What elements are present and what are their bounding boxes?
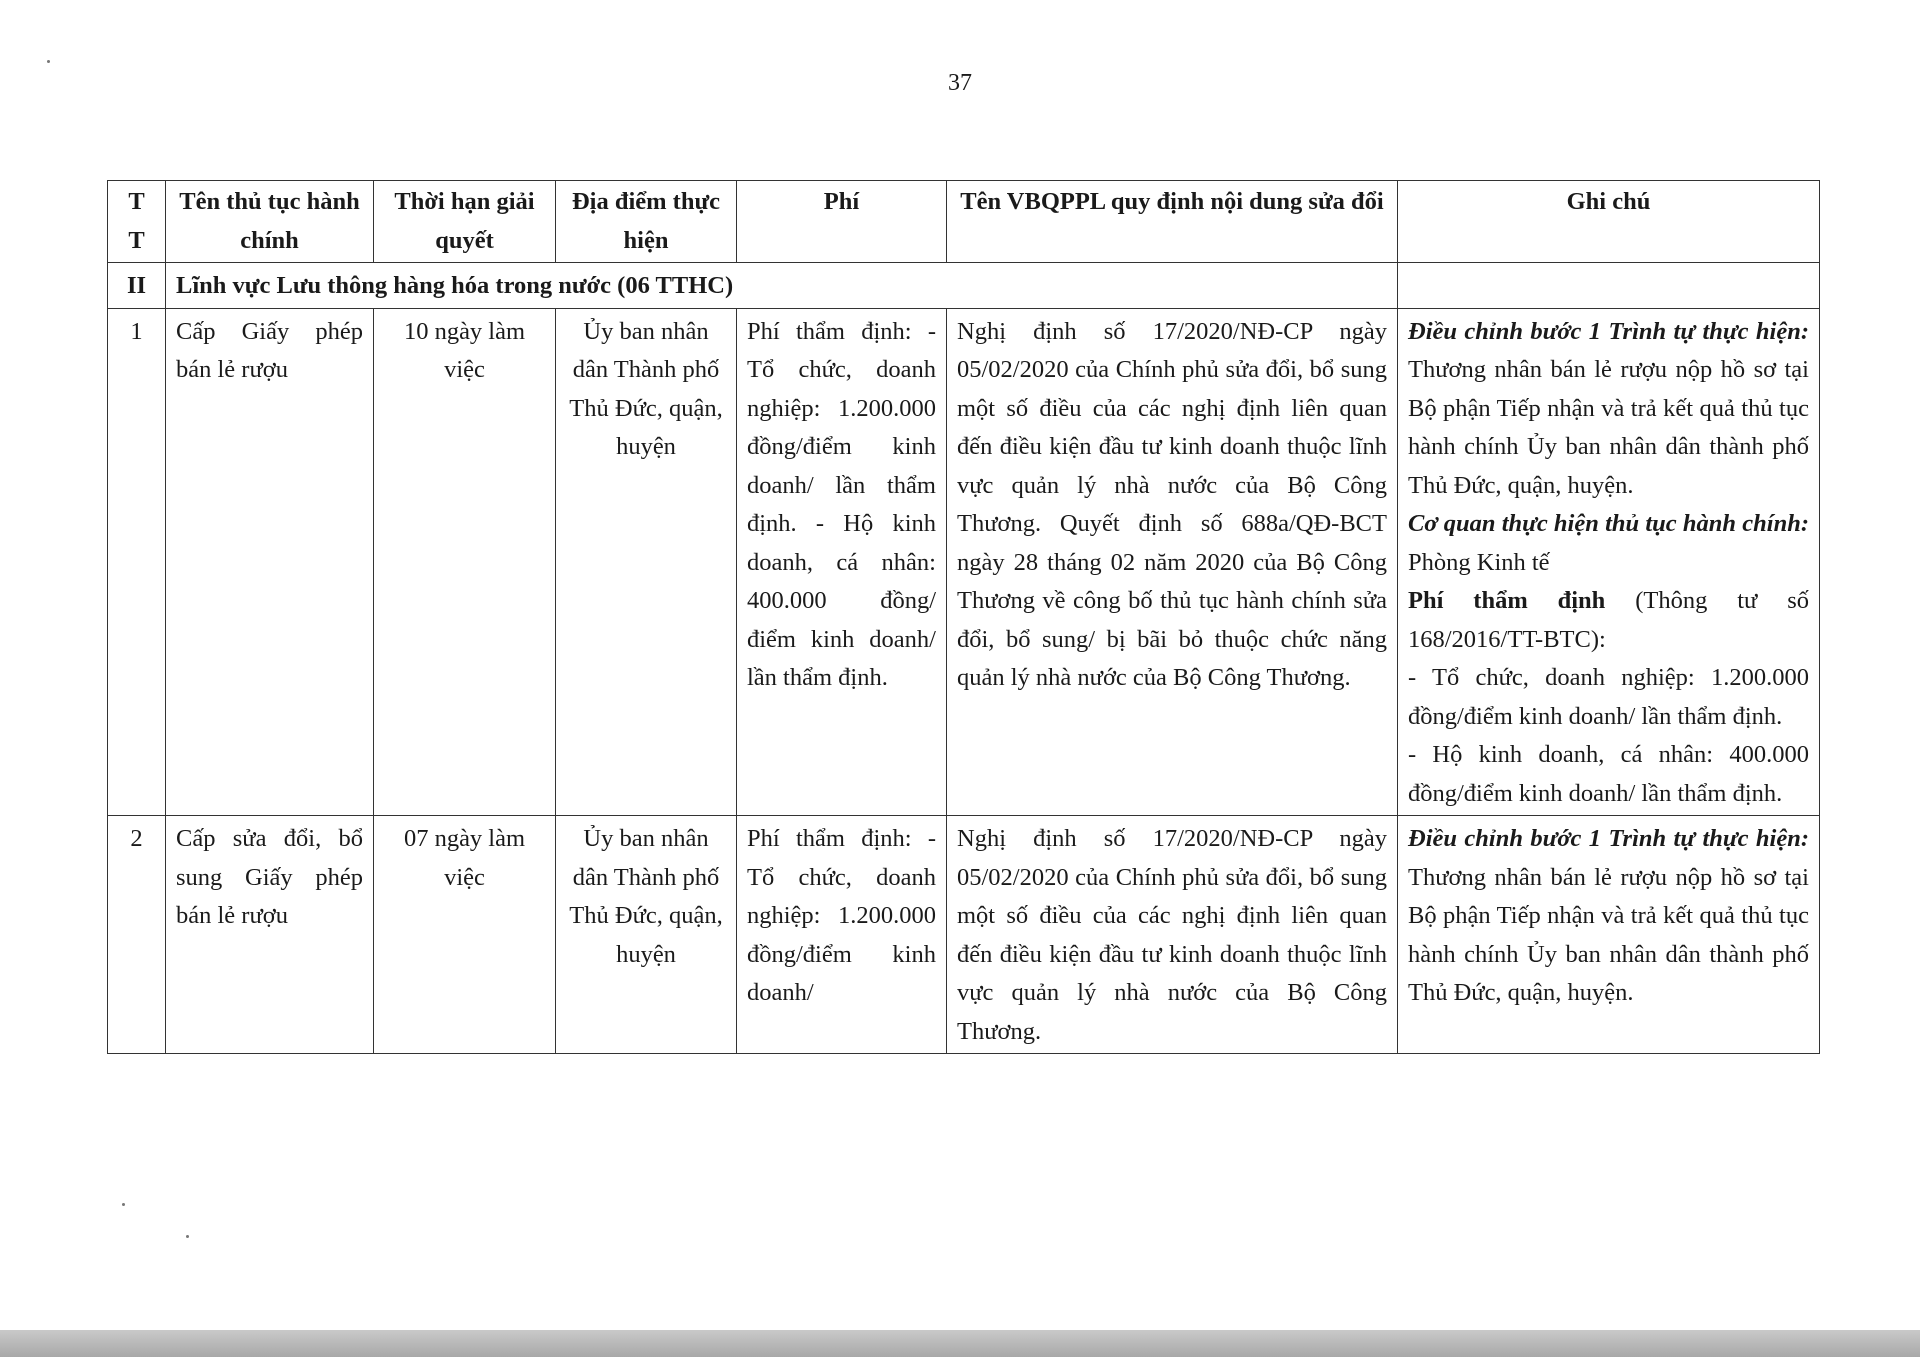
row-phi: Phí thẩm định: - Tổ chức, doanh nghiệp: 1.200.000 đồng/điểm kinh doanh/ (737, 816, 947, 1054)
scan-bottom-edge (0, 1330, 1920, 1357)
table-row (108, 816, 1820, 1054)
row-ghi-chu (1398, 816, 1820, 1054)
header-tt: T T (108, 181, 166, 263)
section-number: II (108, 263, 166, 309)
section-row (108, 263, 1820, 309)
row-dia-diem: Ủy ban nhân dân Thành phố Thủ Đức, quận, huyện (556, 816, 737, 1054)
ghi-chu-heading: Phí thẩm định (1408, 587, 1606, 614)
row-phi: Phí thẩm định: - Tổ chức, doanh nghiệp: 1.200.000 đồng/điểm kinh doanh/ lần thẩm định. - Hộ kinh doanh, cá nhân: 400.000 đồng/điểm kinh doanh/ lần thẩm định. (737, 308, 947, 816)
scan-speck (47, 60, 50, 63)
header-dia-diem: Địa điểm thực hiện (556, 181, 737, 263)
row-vbqppl: Nghị định số 17/2020/NĐ-CP ngày 05/02/2020 của Chính phủ sửa đổi, bổ sung một số điều của các nghị định liên quan đến điều kiện đầu tư kinh doanh thuộc lĩnh vực quản lý nhà nước của Bộ Công Thương. Quyết định số 688a/QĐ-BCT ngày 28 tháng 02 năm 2020 của Bộ Công Thương về công bố thủ tục hành chính sửa đổi, bổ sung/ bị bãi bỏ thuộc chức năng quản lý nhà nước của Bộ Công Thương. (947, 308, 1398, 816)
header-ghi-chu: Ghi chú (1398, 181, 1820, 263)
scan-speck (122, 1203, 125, 1206)
page-number: 37 (948, 70, 972, 96)
ghi-chu-heading: Cơ quan thực hiện thủ tục hành chính: (1408, 510, 1809, 537)
row-dia-diem: Ủy ban nhân dân Thành phố Thủ Đức, quận, huyện (556, 308, 737, 816)
table-header-row (108, 181, 1820, 263)
row-thoi-han: 10 ngày làm việc (374, 308, 556, 816)
row-vbqppl: Nghị định số 17/2020/NĐ-CP ngày 05/02/2020 của Chính phủ sửa đổi, bổ sung một số điều của các nghị định liên quan đến điều kiện đầu tư kinh doanh thuộc lĩnh vực quản lý nhà nước của Bộ Công Thương. (947, 816, 1398, 1054)
section-empty-cell (1398, 263, 1820, 309)
row-tt: 2 (108, 816, 166, 1054)
ghi-chu-text: Phòng Kinh tế (1408, 548, 1550, 576)
ghi-chu-heading: Điều chỉnh bước 1 Trình tự thực hiện: (1408, 825, 1809, 852)
header-ten-vbqppl: Tên VBQPPL quy định nội dung sửa đổi (947, 181, 1398, 263)
row-ghi-chu (1398, 308, 1820, 816)
scan-speck (186, 1235, 189, 1238)
row-ten-thu-tuc: Cấp sửa đổi, bổ sung Giấy phép bán lẻ rượu (166, 816, 374, 1054)
row-tt: 1 (108, 308, 166, 816)
header-phi: Phí (737, 181, 947, 263)
ghi-chu-fee-item: - Tổ chức, doanh nghiệp: 1.200.000 đồng/điểm kinh doanh/ lần thẩm định. (1408, 664, 1809, 730)
ghi-chu-heading: Điều chỉnh bước 1 Trình tự thực hiện: (1408, 317, 1809, 345)
table-row (108, 308, 1820, 816)
section-title: Lĩnh vực Lưu thông hàng hóa trong nước (06 TTHC) (166, 263, 1398, 309)
header-ten-thu-tuc: Tên thủ tục hành chính (166, 181, 374, 263)
ghi-chu-text: (Thông tư số 168/2016/TT-BTC): (1408, 587, 1810, 653)
row-thoi-han: 07 ngày làm việc (374, 816, 556, 1054)
ghi-chu-text: Thương nhân bán lẻ rượu nộp hồ sơ tại Bộ phận Tiếp nhận và trả kết quả thủ tục hành chính Ủy ban nhân dân thành phố Thủ Đức, quận, huyện. (1408, 356, 1809, 499)
header-thoi-han: Thời hạn giải quyết (374, 181, 556, 263)
ghi-chu-text: Thương nhân bán lẻ rượu nộp hồ sơ tại Bộ phận Tiếp nhận và trả kết quả thủ tục hành chính Ủy ban nhân dân thành phố Thủ Đức, quận, huyện. (1408, 863, 1809, 1006)
ghi-chu-fee-item: - Hộ kinh doanh, cá nhân: 400.000 đồng/điểm kinh doanh/ lần thẩm định. (1408, 741, 1809, 807)
procedures-table (107, 180, 1820, 1054)
row-ten-thu-tuc: Cấp Giấy phép bán lẻ rượu (166, 308, 374, 816)
